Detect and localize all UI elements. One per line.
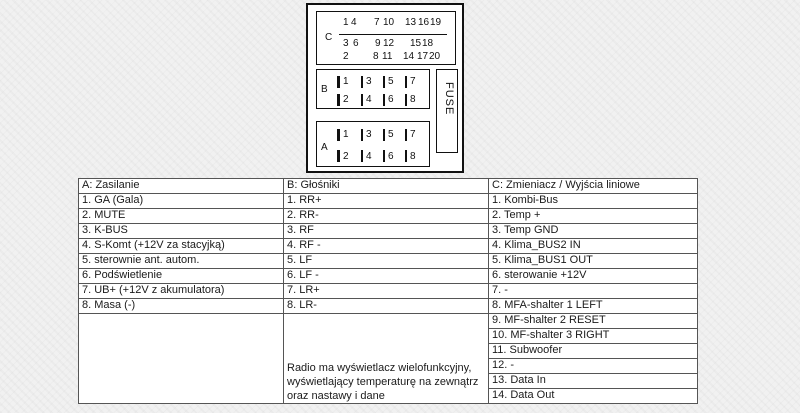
pin-a-6: 6	[388, 151, 394, 162]
pin-b-6: 6	[388, 94, 394, 105]
header-c: C: Zmieniacz / Wyjścia liniowe	[489, 179, 698, 194]
radio-note: Radio ma wyświetlacz wielofunkcyjny, wyświetlający temperaturę na zewnątrz oraz nastawy i dane	[284, 314, 489, 404]
pin-c-17: 17	[417, 51, 429, 62]
cell-b: 7. LR+	[284, 284, 489, 299]
block-b	[316, 69, 430, 109]
header-a: A: Zasilanie	[79, 179, 284, 194]
pin-c-3: 3	[343, 38, 349, 49]
pin-c-2: 2	[343, 51, 349, 62]
pin-b-2: 2	[343, 94, 349, 105]
block-c-divider	[339, 34, 447, 35]
pin-c-15: 15	[410, 38, 422, 49]
cell-b: 8. LR-	[284, 299, 489, 314]
cell-a: 1. GA (Gala)	[79, 194, 284, 209]
table-header-row	[79, 179, 698, 194]
cell-a: 5. sterownie ant. autom.	[79, 254, 284, 269]
cell-c: 10. MF-shalter 3 RIGHT	[489, 329, 698, 344]
cell-c: 13. Data In	[489, 374, 698, 389]
pin-slot	[405, 76, 407, 88]
pin-b-4: 4	[366, 94, 372, 105]
cell-c: 3. Temp GND	[489, 224, 698, 239]
pin-c-18: 18	[422, 38, 434, 49]
cell-a: 7. UB+ (+12V z akumulatora)	[79, 284, 284, 299]
cell-c: 2. Temp +	[489, 209, 698, 224]
cell-a: 4. S-Komt (+12V za stacyjką)	[79, 239, 284, 254]
pin-c-13: 13	[405, 17, 417, 28]
pin-c-16: 16	[418, 17, 430, 28]
fuse-box	[436, 69, 458, 153]
pin-a-3: 3	[366, 129, 372, 140]
pin-b-1: 1	[343, 76, 349, 87]
pin-slot	[383, 76, 385, 88]
cell-a: 3. K-BUS	[79, 224, 284, 239]
pin-c-11: 11	[382, 51, 393, 62]
pin-c-10: 10	[383, 17, 395, 28]
table-row	[79, 224, 698, 239]
connector-pinout-diagram	[306, 3, 464, 173]
block-a-letter: A	[321, 142, 328, 153]
pin-a-4: 4	[366, 151, 372, 162]
cell-c: 8. MFA-shalter 1 LEFT	[489, 299, 698, 314]
cell-b: 2. RR-	[284, 209, 489, 224]
pin-slot	[361, 76, 363, 88]
pin-c-20: 20	[429, 51, 441, 62]
pin-c-8: 8	[373, 51, 379, 62]
pin-slot	[337, 94, 340, 106]
table-row	[79, 209, 698, 224]
pin-slot	[383, 150, 385, 162]
block-b-letter: B	[321, 84, 328, 95]
cell-c: 4. Klima_BUS2 IN	[489, 239, 698, 254]
fuse-label: FUSE	[443, 82, 455, 116]
pin-a-7: 7	[410, 129, 416, 140]
pin-slot	[405, 94, 407, 106]
cell-a: 2. MUTE	[79, 209, 284, 224]
pin-c-1: 1	[343, 17, 349, 28]
pin-b-5: 5	[388, 76, 394, 87]
cell-a-empty	[79, 314, 284, 404]
pin-slot	[405, 150, 407, 162]
pin-b-8: 8	[410, 94, 416, 105]
pin-b-7: 7	[410, 76, 416, 87]
pin-slot	[361, 129, 363, 141]
cell-c: 9. MF-shalter 2 RESET	[489, 314, 698, 329]
pin-slot	[361, 94, 363, 106]
block-c-letter: C	[325, 32, 333, 43]
pin-c-14: 14	[403, 51, 415, 62]
cell-c: 6. sterowanie +12V	[489, 269, 698, 284]
cell-c: 12. -	[489, 359, 698, 374]
cell-c: 14. Data Out	[489, 389, 698, 404]
cell-c: 1. Kombi-Bus	[489, 194, 698, 209]
table-row	[79, 314, 698, 329]
pin-c-7: 7	[374, 17, 380, 28]
pin-c-12: 12	[383, 38, 395, 49]
pin-c-19: 19	[430, 17, 442, 28]
pin-assignment-table	[78, 178, 698, 404]
block-c	[316, 11, 456, 65]
table-row	[79, 299, 698, 314]
cell-a: 6. Podświetlenie	[79, 269, 284, 284]
cell-c: 7. -	[489, 284, 698, 299]
table-row	[79, 284, 698, 299]
pin-slot	[361, 150, 363, 162]
table-row	[79, 194, 698, 209]
table-row	[79, 254, 698, 269]
cell-b: 5. LF	[284, 254, 489, 269]
cell-a: 8. Masa (-)	[79, 299, 284, 314]
pin-a-5: 5	[388, 129, 394, 140]
table-row	[79, 269, 698, 284]
pin-slot	[383, 129, 385, 141]
cell-c: 5. Klima_BUS1 OUT	[489, 254, 698, 269]
pin-a-1: 1	[343, 129, 349, 140]
pin-c-9: 9	[375, 38, 381, 49]
table-row	[79, 239, 698, 254]
cell-c: 11. Subwoofer	[489, 344, 698, 359]
cell-b: 3. RF	[284, 224, 489, 239]
header-b: B: Głośniki	[284, 179, 489, 194]
cell-b: 1. RR+	[284, 194, 489, 209]
pin-a-8: 8	[410, 151, 416, 162]
pin-b-3: 3	[366, 76, 372, 87]
pin-c-4: 4	[351, 17, 357, 28]
pin-slot	[383, 94, 385, 106]
cell-b: 4. RF -	[284, 239, 489, 254]
pin-slot	[337, 129, 340, 141]
block-a	[316, 121, 430, 167]
pin-c-6: 6	[353, 38, 359, 49]
pin-a-2: 2	[343, 151, 349, 162]
pin-slot	[405, 129, 407, 141]
cell-b: 6. LF -	[284, 269, 489, 284]
pin-slot	[337, 150, 340, 162]
pin-slot	[337, 76, 340, 88]
